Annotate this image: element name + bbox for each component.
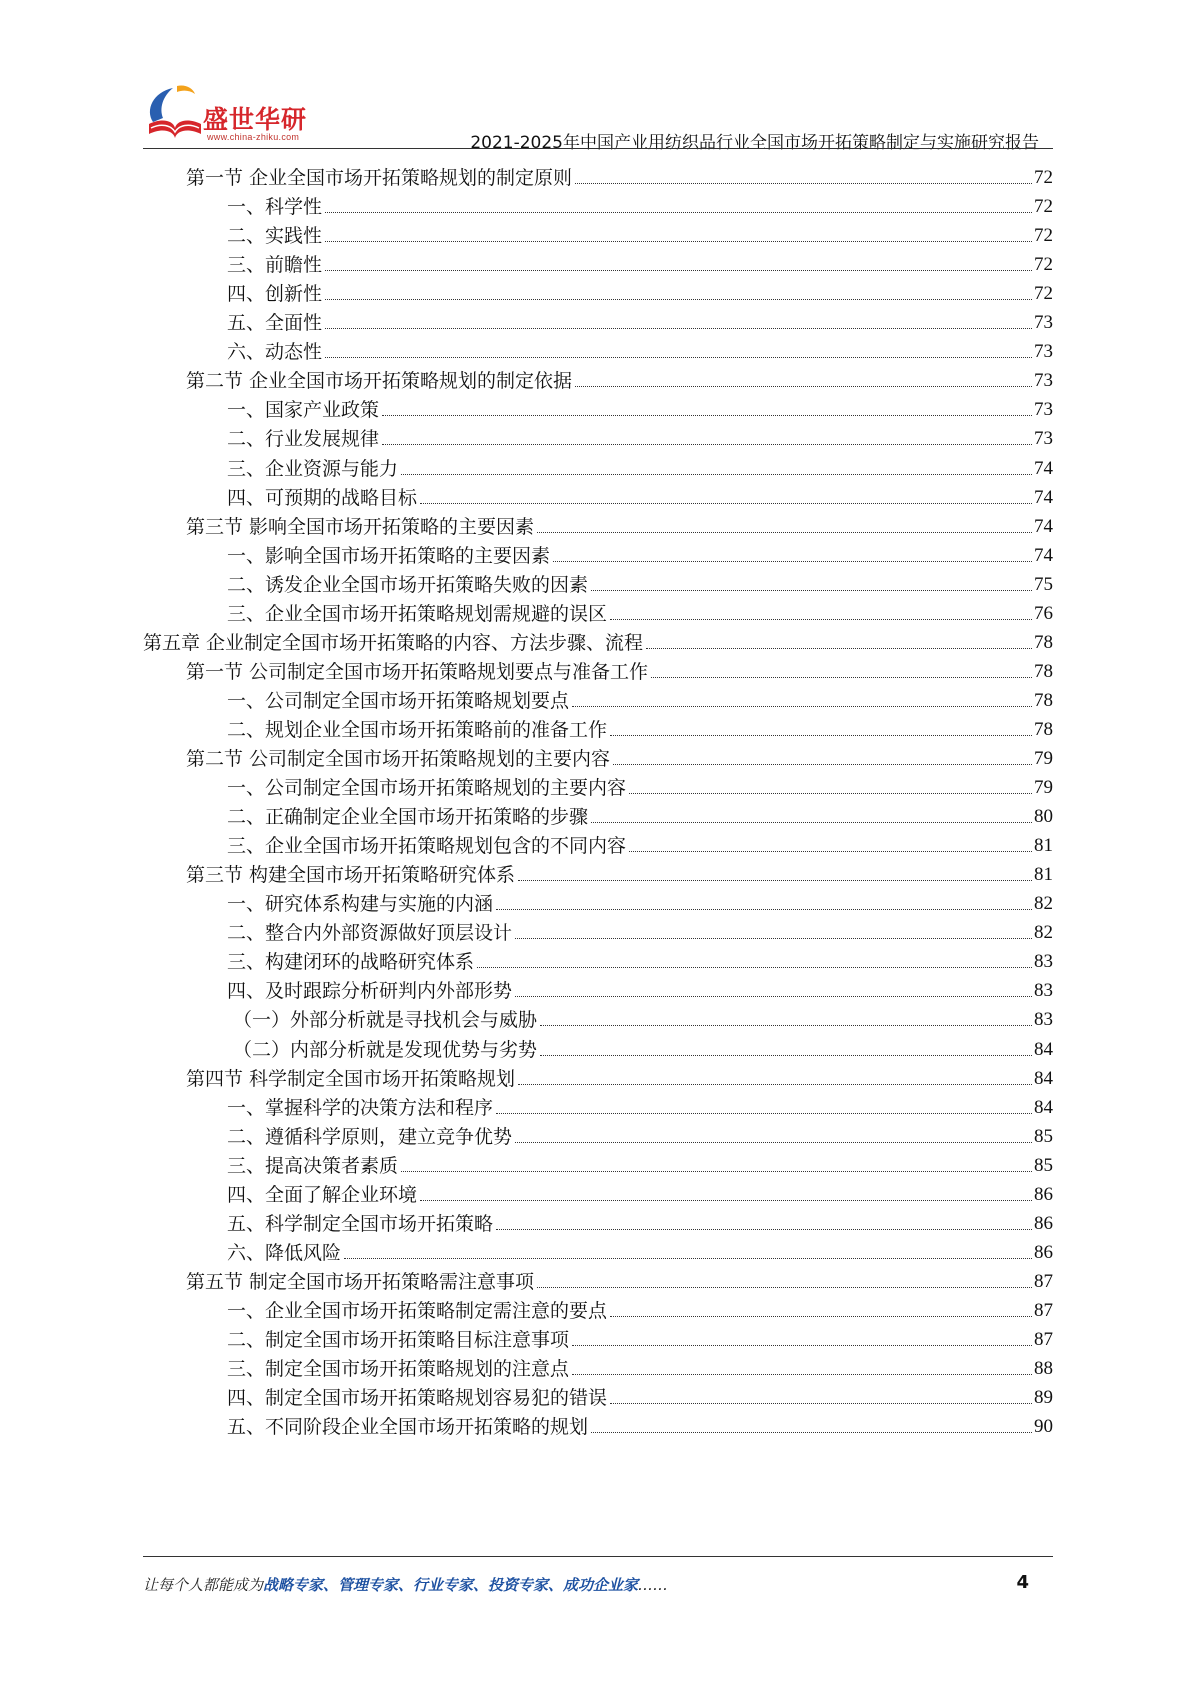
toc-dot-leader bbox=[518, 1084, 1032, 1085]
toc-entry-label: 第三节 构建全国市场开拓策略研究体系 bbox=[186, 864, 516, 887]
toc-dot-leader bbox=[325, 357, 1032, 358]
slogan-prefix: 让每个人都能成为 bbox=[143, 1576, 264, 1594]
toc-entry-page: 89 bbox=[1034, 1387, 1053, 1409]
toc-entry-page: 73 bbox=[1034, 312, 1053, 334]
toc-entry-page: 84 bbox=[1034, 1067, 1053, 1089]
toc-entry[interactable] bbox=[186, 740, 1053, 771]
toc-entry[interactable] bbox=[227, 885, 1053, 916]
toc-dot-leader bbox=[515, 1142, 1032, 1143]
toc-entry[interactable] bbox=[227, 420, 1053, 451]
toc-entry[interactable] bbox=[227, 769, 1053, 800]
toc-entry-page: 86 bbox=[1034, 1241, 1053, 1263]
toc-entry-label: 第一节 公司制定全国市场开拓策略规划要点与准备工作 bbox=[186, 660, 649, 683]
toc-entry-page: 83 bbox=[1034, 1009, 1053, 1031]
toc-entry[interactable] bbox=[227, 1089, 1053, 1120]
toc-dot-leader bbox=[515, 996, 1032, 997]
page-number: 4 bbox=[1016, 1572, 1029, 1593]
toc-entry-label: 第一节 企业全国市场开拓策略规划的制定原则 bbox=[186, 167, 573, 189]
toc-entry-page: 79 bbox=[1034, 777, 1053, 799]
brand-url: www.china-zhiku.com bbox=[207, 132, 300, 142]
toc-dot-leader bbox=[629, 851, 1032, 852]
toc-dot-leader bbox=[518, 880, 1032, 881]
toc-dot-leader bbox=[646, 648, 1032, 649]
toc-entry[interactable] bbox=[227, 450, 1053, 481]
toc-dot-leader bbox=[382, 415, 1032, 416]
toc-entry[interactable] bbox=[227, 1379, 1053, 1410]
toc-dot-leader bbox=[591, 1432, 1032, 1433]
slogan-highlight: 战略专家、管理专家、行业专家、投资专家、成功企业家 bbox=[263, 1576, 639, 1594]
toc-entry[interactable] bbox=[227, 1118, 1053, 1149]
toc-entry-label: 第四节 科学制定全国市场开拓策略规划 bbox=[186, 1067, 516, 1090]
toc-entry-label: 一、研究体系构建与实施的内涵 bbox=[227, 893, 494, 916]
toc-entry[interactable] bbox=[227, 682, 1053, 713]
toc-entry-page: 85 bbox=[1034, 1125, 1053, 1147]
toc-entry[interactable] bbox=[227, 1176, 1053, 1207]
toc-entry[interactable] bbox=[186, 653, 1053, 684]
toc-dot-leader bbox=[591, 822, 1032, 823]
toc-entry-label: 第五章 企业制定全国市场开拓策略的内容、方法步骤、流程 bbox=[143, 631, 644, 654]
toc-entry[interactable] bbox=[227, 537, 1053, 568]
toc-entry[interactable] bbox=[186, 856, 1053, 887]
toc-entry-page: 82 bbox=[1034, 922, 1053, 944]
toc-entry-page: 84 bbox=[1034, 1038, 1053, 1060]
toc-dot-leader bbox=[553, 561, 1032, 562]
toc-dot-leader bbox=[591, 590, 1032, 591]
toc-entry-label: 二、诱发企业全国市场开拓策略失败的因素 bbox=[227, 573, 589, 596]
brand-name: 盛世华研 bbox=[203, 105, 308, 134]
toc-entry-label: 六、动态性 bbox=[227, 341, 323, 364]
toc-entry[interactable] bbox=[186, 1060, 1053, 1091]
toc-entry-page: 80 bbox=[1034, 806, 1053, 828]
toc-dot-leader bbox=[325, 270, 1032, 271]
toc-entry-label: 一、公司制定全国市场开拓策略规划的主要内容 bbox=[227, 777, 627, 800]
toc-entry-label: 六、降低风险 bbox=[227, 1241, 342, 1264]
toc-entry-label: 二、规划企业全国市场开拓策略前的准备工作 bbox=[227, 718, 608, 741]
toc-entry-label: 三、企业资源与能力 bbox=[227, 457, 399, 480]
header-divider bbox=[143, 148, 1053, 149]
toc-entry[interactable] bbox=[186, 362, 1053, 393]
toc-entry-page: 83 bbox=[1034, 980, 1053, 1002]
report-title: 2021-2025年中国产业用纺织品行业全国市场开拓策略制定与实施研究报告 bbox=[470, 133, 1039, 153]
toc-entry[interactable] bbox=[143, 624, 1053, 655]
toc-entry-page: 72 bbox=[1034, 196, 1053, 218]
toc-entry[interactable] bbox=[227, 1321, 1053, 1352]
company-logo bbox=[143, 82, 313, 144]
toc-entry-label: 一、国家产业政策 bbox=[227, 399, 380, 422]
toc-entry-label: 三、提高决策者素质 bbox=[227, 1154, 399, 1177]
toc-entry-page: 72 bbox=[1034, 254, 1053, 276]
toc-dot-leader bbox=[420, 1200, 1032, 1201]
toc-entry-page: 78 bbox=[1034, 660, 1053, 682]
toc-entry-label: 三、前瞻性 bbox=[227, 254, 323, 277]
toc-entry-page: 88 bbox=[1034, 1358, 1053, 1380]
toc-entry[interactable] bbox=[227, 914, 1053, 945]
toc-entry[interactable] bbox=[227, 275, 1053, 306]
toc-entry[interactable] bbox=[227, 566, 1053, 597]
toc-entry-label: 三、企业全国市场开拓策略规划需规避的误区 bbox=[227, 602, 608, 625]
toc-entry[interactable] bbox=[227, 943, 1053, 974]
toc-entry-label: 一、企业全国市场开拓策略制定需注意的要点 bbox=[227, 1299, 608, 1322]
toc-dot-leader bbox=[613, 764, 1032, 765]
toc-entry[interactable] bbox=[227, 1147, 1053, 1178]
toc-entry[interactable] bbox=[227, 1292, 1053, 1323]
toc-entry-page: 73 bbox=[1034, 428, 1053, 450]
toc-entry-page: 82 bbox=[1034, 893, 1053, 915]
toc-entry-label: 一、影响全国市场开拓策略的主要因素 bbox=[227, 544, 551, 567]
toc-entry[interactable] bbox=[227, 827, 1053, 858]
toc-entry[interactable] bbox=[227, 595, 1053, 626]
footer-slogan bbox=[143, 1574, 668, 1595]
footer-divider bbox=[143, 1556, 1053, 1557]
toc-entry-label: 一、公司制定全国市场开拓策略规划要点 bbox=[227, 689, 570, 712]
toc-dot-leader bbox=[572, 1374, 1032, 1375]
toc-entry-label: 二、遵循科学原则，建立竞争优势 bbox=[227, 1125, 513, 1148]
toc-entry-page: 73 bbox=[1034, 370, 1053, 392]
toc-dot-leader bbox=[537, 1287, 1032, 1288]
toc-entry-label: 二、整合内外部资源做好顶层设计 bbox=[227, 922, 513, 945]
toc-entry[interactable] bbox=[233, 1031, 1053, 1062]
toc-entry[interactable] bbox=[227, 479, 1053, 510]
toc-entry[interactable] bbox=[227, 333, 1053, 364]
toc-entry-label: （一）外部分析就是寻找机会与威胁 bbox=[233, 1009, 538, 1032]
toc-entry-page: 78 bbox=[1034, 689, 1053, 711]
toc-dot-leader bbox=[572, 1345, 1032, 1346]
toc-entry-page: 83 bbox=[1034, 951, 1053, 973]
toc-entry-page: 79 bbox=[1034, 748, 1053, 769]
toc-entry-page: 84 bbox=[1034, 1096, 1053, 1118]
toc-dot-leader bbox=[515, 938, 1032, 939]
toc-entry[interactable] bbox=[227, 304, 1053, 335]
toc-dot-leader bbox=[572, 706, 1032, 707]
toc-entry[interactable] bbox=[227, 1350, 1053, 1381]
toc-entry-label: 三、企业全国市场开拓策略规划包含的不同内容 bbox=[227, 835, 627, 858]
toc-dot-leader bbox=[537, 532, 1032, 533]
toc-entry-page: 74 bbox=[1034, 515, 1053, 537]
toc-entry-page: 76 bbox=[1034, 602, 1053, 624]
toc-dot-leader bbox=[575, 183, 1032, 184]
toc-entry-page: 81 bbox=[1034, 835, 1053, 857]
toc-entry-label: 第二节 公司制定全国市场开拓策略规划的主要内容 bbox=[186, 748, 611, 770]
toc-entry-page: 87 bbox=[1034, 1270, 1053, 1292]
toc-entry-label: （二）内部分析就是发现优势与劣势 bbox=[233, 1038, 538, 1061]
toc-entry-page: 74 bbox=[1034, 486, 1053, 508]
toc-entry-label: 二、正确制定企业全国市场开拓策略的步骤 bbox=[227, 806, 589, 829]
toc-entry-page: 73 bbox=[1034, 341, 1053, 363]
toc-entry-page: 90 bbox=[1034, 1416, 1053, 1438]
logo-book-icon bbox=[143, 82, 207, 144]
toc-entry[interactable] bbox=[227, 1234, 1053, 1265]
toc-entry[interactable] bbox=[227, 246, 1053, 277]
toc-dot-leader bbox=[325, 328, 1032, 329]
toc-entry-page: 72 bbox=[1034, 225, 1053, 247]
toc-entry-label: 四、创新性 bbox=[227, 283, 323, 306]
toc-dot-leader bbox=[325, 241, 1032, 242]
toc-entry[interactable] bbox=[186, 1263, 1053, 1294]
toc-dot-leader bbox=[540, 1055, 1032, 1056]
toc-entry-label: 五、不同阶段企业全国市场开拓策略的规划 bbox=[227, 1416, 589, 1439]
toc-dot-leader bbox=[496, 1113, 1032, 1114]
toc-entry-page: 72 bbox=[1034, 167, 1053, 188]
toc-dot-leader bbox=[540, 1025, 1032, 1026]
toc-entry-label: 五、科学制定全国市场开拓策略 bbox=[227, 1212, 494, 1235]
toc-entry-label: 三、制定全国市场开拓策略规划的注意点 bbox=[227, 1358, 570, 1381]
toc-entry-label: 第五节 制定全国市场开拓策略需注意事项 bbox=[186, 1270, 535, 1293]
toc-entry[interactable] bbox=[227, 1205, 1053, 1236]
toc-dot-leader bbox=[629, 793, 1032, 794]
toc-entry-label: 一、掌握科学的决策方法和程序 bbox=[227, 1096, 494, 1119]
toc-entry-page: 73 bbox=[1034, 399, 1053, 421]
toc-entry-label: 四、全面了解企业环境 bbox=[227, 1183, 418, 1206]
page-footer bbox=[143, 1572, 1053, 1602]
toc-dot-leader bbox=[610, 1403, 1032, 1404]
toc-dot-leader bbox=[382, 444, 1032, 445]
toc-entry-page: 86 bbox=[1034, 1212, 1053, 1234]
toc-dot-leader bbox=[325, 212, 1032, 213]
toc-entry-label: 二、行业发展规律 bbox=[227, 428, 380, 451]
toc-entry-label: 四、可预期的战略目标 bbox=[227, 486, 418, 509]
toc-entry[interactable] bbox=[233, 1001, 1053, 1032]
toc-dot-leader bbox=[401, 474, 1032, 475]
toc-dot-leader bbox=[610, 619, 1032, 620]
toc-entry-page: 78 bbox=[1034, 718, 1053, 740]
toc-dot-leader bbox=[420, 503, 1032, 504]
toc-entry-page: 86 bbox=[1034, 1183, 1053, 1205]
toc-entry[interactable] bbox=[227, 1408, 1053, 1439]
toc-dot-leader bbox=[651, 677, 1032, 678]
toc-entry-label: 五、全面性 bbox=[227, 312, 323, 335]
toc-entry-label: 三、构建闭环的战略研究体系 bbox=[227, 951, 475, 974]
toc-entry[interactable] bbox=[186, 159, 1053, 190]
toc-entry-page: 75 bbox=[1034, 573, 1053, 595]
toc-dot-leader bbox=[401, 1171, 1032, 1172]
toc-entry-page: 74 bbox=[1034, 457, 1053, 479]
toc-entry-page: 78 bbox=[1034, 631, 1053, 653]
toc-entry-page: 87 bbox=[1034, 1329, 1053, 1350]
toc-dot-leader bbox=[496, 1229, 1032, 1230]
toc-entry[interactable] bbox=[227, 972, 1053, 1003]
toc-entry-page: 81 bbox=[1034, 864, 1053, 886]
toc-dot-leader bbox=[344, 1258, 1032, 1259]
toc-entry[interactable] bbox=[186, 508, 1053, 539]
page-header bbox=[143, 82, 1053, 153]
toc-entry-page: 85 bbox=[1034, 1154, 1053, 1176]
toc-entry-label: 一、科学性 bbox=[227, 196, 323, 219]
toc-entry-label: 第三节 影响全国市场开拓策略的主要因素 bbox=[186, 515, 535, 538]
toc-entry-label: 二、制定全国市场开拓策略目标注意事项 bbox=[227, 1329, 570, 1351]
toc-dot-leader bbox=[477, 967, 1032, 968]
toc-dot-leader bbox=[496, 909, 1032, 910]
toc-entry-label: 第二节 企业全国市场开拓策略规划的制定依据 bbox=[186, 370, 573, 393]
toc-entry[interactable] bbox=[227, 188, 1053, 219]
toc-entry[interactable] bbox=[227, 217, 1053, 248]
toc-entry[interactable] bbox=[227, 798, 1053, 829]
toc-entry-label: 四、制定全国市场开拓策略规划容易犯的错误 bbox=[227, 1387, 608, 1410]
toc-entry-page: 87 bbox=[1034, 1299, 1053, 1321]
toc-entry-page: 74 bbox=[1034, 544, 1053, 566]
toc-entry-label: 二、实践性 bbox=[227, 225, 323, 248]
toc-entry-label: 四、及时跟踪分析研判内外部形势 bbox=[227, 980, 513, 1003]
slogan-suffix: …… bbox=[638, 1576, 669, 1594]
toc-dot-leader bbox=[610, 1316, 1032, 1317]
toc-dot-leader bbox=[325, 299, 1032, 300]
toc-entry-page: 72 bbox=[1034, 283, 1053, 305]
toc-dot-leader bbox=[575, 386, 1032, 387]
toc-entry[interactable] bbox=[227, 391, 1053, 422]
toc-entry[interactable] bbox=[227, 711, 1053, 742]
toc-dot-leader bbox=[610, 735, 1032, 736]
